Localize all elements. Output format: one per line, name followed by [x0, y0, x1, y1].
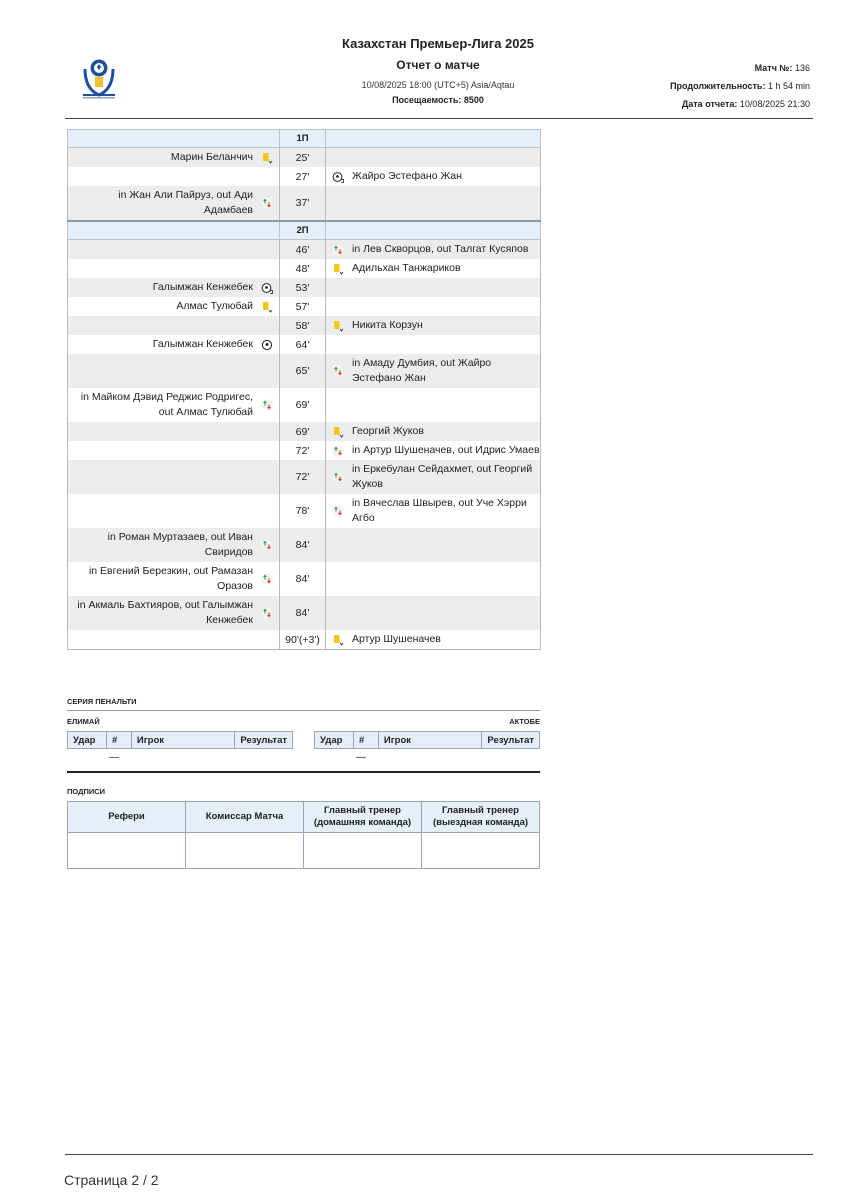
sig-cell-away-coach[interactable] [422, 833, 540, 869]
event-minute: 27' [280, 167, 326, 186]
home-event-cell [68, 596, 280, 630]
event-row [68, 441, 541, 460]
event-row [68, 335, 541, 354]
away-event-cell [326, 528, 541, 562]
away-event-cell [326, 148, 541, 168]
substitution-icon [261, 399, 273, 411]
home-event-cell [68, 422, 280, 441]
away-event-cell [326, 422, 541, 441]
event-text: in Амаду Думбия, out Жайро Эстефано Жан [352, 357, 492, 384]
attendance-label: Посещаемость: [392, 95, 462, 105]
event-row [68, 316, 541, 335]
event-minute: 69' [280, 388, 326, 422]
signatures-section-title: ПОДПИСИ [67, 787, 106, 796]
yellow-card-icon [332, 320, 344, 332]
event-text: Никита Корзун [352, 319, 423, 331]
event-minute: 64' [280, 335, 326, 354]
substitution-icon [261, 573, 273, 585]
duration-value: 1 h 54 min [767, 81, 810, 91]
match-datetime: 10/08/2025 18:00 (UTC+5) Asia/Aqtau [361, 80, 515, 90]
penalties-end-divider [67, 771, 540, 773]
home-event-cell [68, 297, 280, 316]
event-minute: 65' [280, 354, 326, 388]
away-event-cell [326, 441, 541, 460]
attendance-value: 8500 [463, 95, 484, 105]
substitution-icon [261, 607, 273, 619]
event-text: in Майком Дэвид Реджис Родригес, out Алмас Тулюбай [80, 391, 253, 418]
sig-col-referee: Рефери [68, 802, 186, 833]
sig-col-away-coach: Главный тренер (выездная команда) [422, 802, 540, 833]
header-divider [65, 118, 813, 119]
event-row [68, 562, 541, 596]
away-event-cell [326, 167, 541, 186]
event-row [68, 596, 541, 630]
event-text: in Артур Шушеначев, out Идрис Умаев [352, 444, 540, 456]
event-text: Галымжан Кенжебек [152, 281, 253, 293]
pen-col-number: # [106, 732, 131, 749]
event-text: in Жан Али Пайруз, out Ади Адамбаев [118, 189, 253, 216]
event-row [68, 259, 541, 278]
event-text: in Еркебулан Сейдахмет, out Георгий Жуков [352, 463, 533, 490]
goal-icon [261, 339, 273, 351]
penalties-away-table [314, 731, 540, 749]
substitution-icon [332, 244, 344, 256]
pen-col-kick: Удар [315, 732, 354, 749]
goal-penalty-icon [332, 171, 344, 183]
event-text: Адильхан Танжариков [352, 262, 461, 274]
away-event-cell [326, 259, 541, 278]
home-event-cell [68, 441, 280, 460]
home-event-cell [68, 335, 280, 354]
report-date-value: 10/08/2025 21:30 [739, 99, 810, 109]
report-date [682, 99, 810, 109]
event-minute: 78' [280, 494, 326, 528]
away-event-cell [326, 460, 541, 494]
period-label: 1П [280, 130, 326, 148]
event-row [68, 354, 541, 388]
league-title: Казахстан Премьер-Лига 2025 [342, 36, 534, 51]
penalties-divider [67, 710, 540, 711]
event-text: in Акмаль Бахтияров, out Галымжан Кенжебек [77, 599, 253, 626]
event-row [68, 630, 541, 650]
yellow-card-icon [332, 634, 344, 646]
home-event-cell [68, 562, 280, 596]
away-event-cell [326, 186, 541, 221]
home-event-cell [68, 148, 280, 168]
event-minute: 25' [280, 148, 326, 168]
home-event-cell [68, 259, 280, 278]
pen-col-player: Игрок [131, 732, 234, 749]
home-event-cell [68, 316, 280, 335]
goal-penalty-icon [261, 282, 273, 294]
substitution-icon [332, 505, 344, 517]
period-label: 2П [280, 221, 326, 240]
away-event-cell [326, 335, 541, 354]
pen-col-player: Игрок [378, 732, 481, 749]
yellow-card-icon [332, 263, 344, 275]
event-row [68, 494, 541, 528]
home-event-cell [68, 167, 280, 186]
event-text: Алмас Тулюбай [176, 300, 253, 312]
home-event-cell [68, 388, 280, 422]
event-row [68, 278, 541, 297]
event-row [68, 297, 541, 316]
home-event-cell [68, 278, 280, 297]
yellow-card-icon [261, 301, 273, 313]
away-event-cell [326, 297, 541, 316]
signatures-table [67, 801, 540, 869]
event-row [68, 240, 541, 260]
event-text: Георгий Жуков [352, 425, 424, 437]
event-row [68, 422, 541, 441]
period-header-row [68, 221, 541, 240]
away-event-cell [326, 278, 541, 297]
event-minute: 84' [280, 562, 326, 596]
away-event-cell [326, 630, 541, 650]
event-row [68, 388, 541, 422]
event-minute: 37' [280, 186, 326, 221]
period-header-row [68, 130, 541, 148]
substitution-icon [332, 365, 344, 377]
event-row [68, 148, 541, 168]
event-minute: 84' [280, 596, 326, 630]
event-minute: 72' [280, 460, 326, 494]
penalties-away-empty: — [356, 752, 366, 763]
event-text: Галымжан Кенжебек [152, 338, 253, 350]
home-event-cell [68, 630, 280, 650]
event-minute: 90'(+3') [280, 630, 326, 650]
event-text: Марин Беланчич [170, 151, 253, 163]
event-text: in Евгений Березкин, out Рамазан Оразов [88, 565, 253, 592]
substitution-icon [261, 539, 273, 551]
report-date-label: Дата отчета: [681, 99, 738, 109]
substitution-icon [332, 471, 344, 483]
match-number [755, 63, 810, 73]
away-event-cell [326, 562, 541, 596]
pen-col-kick: Удар [68, 732, 107, 749]
event-minute: 58' [280, 316, 326, 335]
away-event-cell [326, 494, 541, 528]
event-text: Артур Шушеначев [352, 633, 441, 645]
away-event-cell [326, 354, 541, 388]
page-number: Страница 2 / 2 [64, 1172, 159, 1188]
match-number-value: 136 [794, 63, 810, 73]
event-row [68, 460, 541, 494]
sig-cell-referee[interactable] [68, 833, 186, 869]
home-event-cell [68, 240, 280, 260]
penalties-home-empty: — [109, 752, 119, 763]
event-row [68, 186, 541, 221]
match-number-label: Матч №: [754, 63, 793, 73]
yellow-card-icon [332, 426, 344, 438]
away-event-cell [326, 388, 541, 422]
events-table [67, 129, 541, 650]
event-minute: 48' [280, 259, 326, 278]
event-minute: 69' [280, 422, 326, 441]
substitution-icon [332, 445, 344, 457]
event-minute: 72' [280, 441, 326, 460]
event-row [68, 167, 541, 186]
away-event-cell [326, 316, 541, 335]
sig-cell-commissioner[interactable] [186, 833, 304, 869]
pen-col-number: # [353, 732, 378, 749]
penalties-section-title: СЕРИЯ ПЕНАЛЬТИ [67, 697, 137, 706]
home-event-cell [68, 354, 280, 388]
event-minute: 53' [280, 278, 326, 297]
penalties-home-team: ЕЛИМАЙ [67, 717, 100, 726]
match-duration [670, 81, 810, 91]
home-event-cell [68, 528, 280, 562]
duration-label: Продолжительность: [670, 81, 766, 91]
sig-cell-home-coach[interactable] [304, 833, 422, 869]
away-event-cell [326, 596, 541, 630]
home-event-cell [68, 494, 280, 528]
footer-divider [65, 1154, 813, 1155]
report-title: Отчет о матче [396, 58, 480, 72]
yellow-card-icon [261, 152, 273, 164]
home-event-cell [68, 186, 280, 221]
pen-col-result: Результат [235, 732, 293, 749]
sig-col-home-coach: Главный тренер (домашняя команда) [304, 802, 422, 833]
away-event-cell [326, 240, 541, 260]
substitution-icon [261, 197, 273, 209]
sig-col-commissioner: Комиссар Матча [186, 802, 304, 833]
penalties-away-team: АКТОБЕ [509, 717, 540, 726]
pen-col-result: Результат [482, 732, 540, 749]
event-minute: 57' [280, 297, 326, 316]
event-text: in Лев Скворцов, out Талгат Кусяпов [352, 243, 529, 255]
event-minute: 46' [280, 240, 326, 260]
event-minute: 84' [280, 528, 326, 562]
event-text: Жайро Эстефано Жан [352, 170, 462, 182]
event-row [68, 528, 541, 562]
event-text: in Вячеслав Швырев, out Уче Хэрри Агбо [352, 497, 527, 524]
event-text: in Роман Муртазаев, out Иван Свиридов [107, 531, 253, 558]
penalties-home-table [67, 731, 293, 749]
home-event-cell [68, 460, 280, 494]
